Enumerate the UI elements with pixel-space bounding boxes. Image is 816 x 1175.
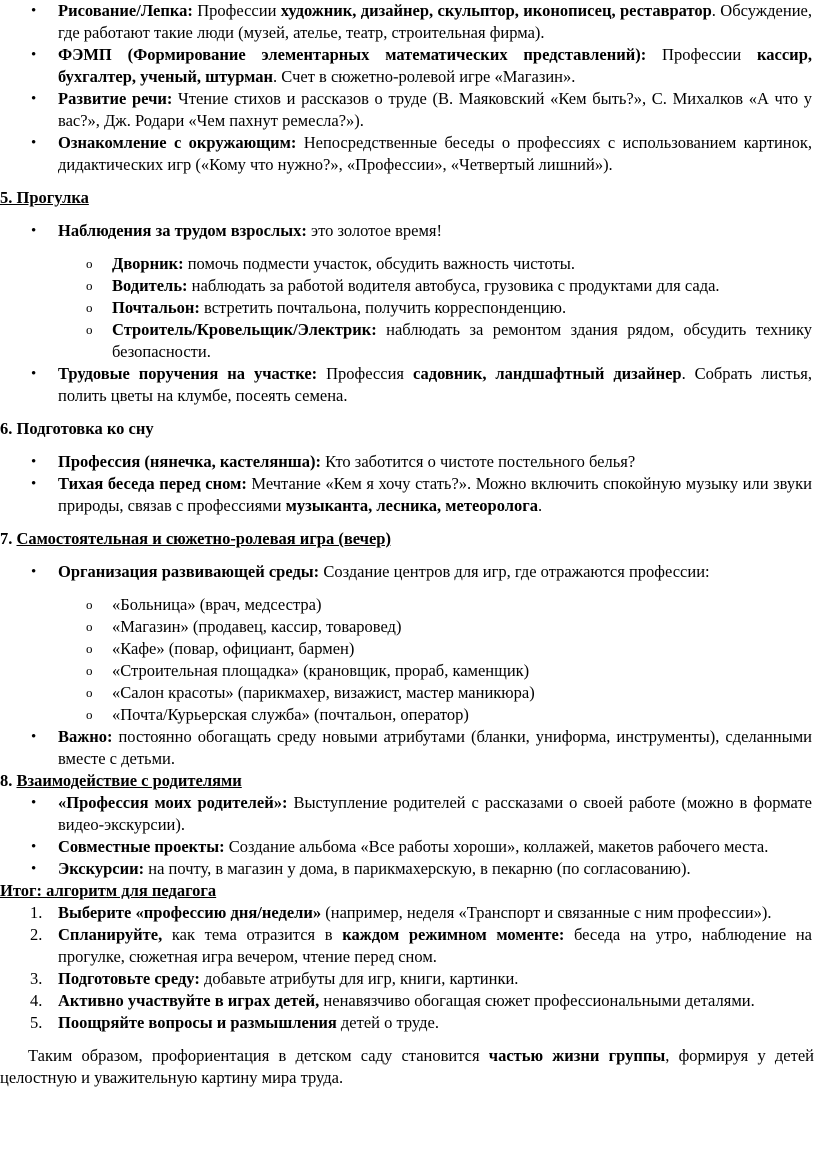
step-number: 3. — [30, 969, 43, 988]
step-number: 4. — [30, 991, 43, 1010]
sublist-item: o «Строительная площадка» (крановщик, прораб, каменщик) — [0, 660, 816, 682]
step-text: добавьте атрибуты для игр, книги, картинки. — [199, 969, 519, 988]
section-heading: 6. Подготовка ко сну — [0, 419, 154, 438]
item-text: Чтение стихов и рассказов о труде (В. Маяковский «Кем быть?», С. Михалков «А что у вас?», Дж. Родари «Чем пахнут ремесла?»). — [58, 89, 812, 130]
conclusion-text: , формируя у детей целостную и уважительную картину мира труда. — [0, 1046, 814, 1087]
sublist-item: o «Салон красоты» (парикмахер, визажист, мастер маникюра) — [0, 682, 816, 704]
summary-step — [0, 990, 816, 1012]
item-label: Развитие речи: — [58, 89, 173, 108]
item-text: Профессии — [192, 1, 281, 20]
sublist-item — [0, 275, 816, 297]
item-label: Профессия (нянечка, кастелянша): — [58, 452, 321, 471]
step-number: 5. — [30, 1013, 43, 1032]
step-number: 1. — [30, 903, 43, 922]
item-text-bold: музыканта, лесника, метеоролога — [285, 496, 538, 515]
section-title: Самостоятельная и сюжетно-ролевая игра (вечер) — [16, 529, 391, 548]
summary-steps — [0, 902, 816, 1034]
section-number: 7. — [0, 529, 17, 548]
item-label: Почтальон: — [112, 298, 200, 317]
step-text: (например, неделя «Транспорт и связанные с ним профессии»). — [321, 903, 772, 922]
step-number: 2. — [30, 925, 43, 944]
sleep-list — [0, 451, 816, 517]
item-text: . Собрать листья, полить цветы на клумбе, посеять семена. — [58, 364, 812, 405]
section-heading — [0, 528, 816, 550]
item-label: Тихая беседа перед сном: — [58, 474, 247, 493]
sublist-item: o «Магазин» (продавец, кассир, товаровед) — [0, 616, 816, 638]
step-bold: Спланируйте, — [58, 925, 163, 944]
step-text: детей о труде. — [336, 1013, 439, 1032]
item-text: наблюдать за работой водителя автобуса, грузовика с продуктами для сада. — [187, 276, 720, 295]
list-item — [0, 726, 816, 770]
item-label: ФЭМП (Формирование элементарных математических представлений): — [58, 45, 647, 64]
item-label: «Профессия моих родителей»: — [58, 793, 288, 812]
list-item — [0, 836, 816, 858]
sublist-item — [0, 253, 816, 275]
item-text: Кто заботится о чистоте постельного белья? — [320, 452, 636, 471]
item-text: Мечтание «Кем я хочу стать?». Можно включить спокойную музыку или звуки природы, связав с профессиями — [58, 474, 812, 515]
list-item — [0, 363, 816, 407]
activities-list — [0, 0, 816, 176]
list-item — [0, 220, 816, 242]
summary-step — [0, 924, 816, 968]
item-text-bold: кассир, бухгалтер, ученый, штурман — [58, 45, 812, 86]
section-title: Взаимодействие с родителями — [16, 771, 242, 790]
step-text: ненавязчиво обогащая сюжет профессиональными деталями. — [319, 991, 755, 1010]
item-text: Профессия — [317, 364, 413, 383]
item-text: Профессии — [646, 45, 758, 64]
parents-list — [0, 792, 816, 880]
item-label: Дворник: — [112, 254, 184, 273]
step-bold: каждом режимном моменте: — [342, 925, 565, 944]
item-label: Строитель/Кровельщик/Электрик: — [112, 320, 377, 339]
list-item — [0, 88, 816, 132]
sublist-item: o «Больница» (врач, медсестра) — [0, 594, 816, 616]
games-sublist — [0, 594, 816, 726]
section-number: 8. — [0, 771, 17, 790]
item-text: наблюдать за ремонтом здания рядом, обсудить технику безопасности. — [112, 320, 812, 361]
item-text: помочь подмести участок, обсудить важность чистоты. — [183, 254, 575, 273]
summary-step — [0, 902, 816, 924]
list-item — [0, 473, 816, 517]
conclusion-text: Таким образом, профориентация в детском саду становится — [28, 1046, 489, 1065]
summary-step — [0, 968, 816, 990]
item-text: Непосредственные беседы о профессиях с использованием картинок, дидактических игр («Кому что нужно?», «Профессии», «Четвертый лишний»). — [58, 133, 813, 174]
section-heading: 5. Прогулка — [0, 188, 89, 207]
sublist-item — [0, 319, 816, 363]
step-bold: Подготовьте среду: — [58, 969, 200, 988]
item-text: на почту, в магазин у дома, в парикмахерскую, в пекарню (по согласованию). — [144, 859, 691, 878]
item-label: Организация развивающей среды: — [58, 562, 320, 581]
observation-sublist — [0, 253, 816, 363]
step-text: беседа на утро, наблюдение на прогулке, сюжетная игра вечером, чтение перед сном. — [58, 925, 812, 966]
step-bold: Активно участвуйте в играх детей, — [58, 991, 320, 1010]
item-text: . — [537, 496, 543, 515]
item-text: встретить почтальона, получить корреспонденцию. — [199, 298, 567, 317]
list-item — [0, 44, 816, 88]
item-text-bold: художник, дизайнер, скульптор, иконописец, реставратор — [280, 1, 712, 20]
list-item — [0, 858, 816, 880]
item-label: Водитель: — [112, 276, 188, 295]
item-text: Выступление родителей с рассказами о своей работе (можно в формате видео-экскурсии). — [58, 793, 812, 834]
section-heading — [0, 770, 816, 792]
item-label: Рисование/Лепка: — [58, 1, 193, 20]
item-text-bold: садовник, ландшафтный дизайнер — [412, 364, 682, 383]
list-item — [0, 0, 816, 44]
item-label: Трудовые поручения на участке: — [58, 364, 318, 383]
summary-heading: Итог: алгоритм для педагога — [0, 881, 217, 900]
step-bold: Выберите «профессию дня/недели» — [58, 903, 322, 922]
conclusion-paragraph — [0, 1045, 816, 1089]
item-label: Экскурсии: — [58, 859, 145, 878]
walk-tasks-list — [0, 363, 816, 407]
step-text: как тема отразится в — [162, 925, 343, 944]
step-bold: Поощряйте вопросы и размышления — [58, 1013, 337, 1032]
list-item — [0, 451, 816, 473]
item-text: Создание альбома «Все работы хороши», коллажей, макетов рабочего места. — [224, 837, 769, 856]
list-item — [0, 792, 816, 836]
item-label: Совместные проекты: — [58, 837, 225, 856]
sublist-item: o «Кафе» (повар, официант, бармен) — [0, 638, 816, 660]
play-list — [0, 561, 816, 583]
play-important-list — [0, 726, 816, 770]
conclusion-bold: частью жизни группы — [488, 1046, 666, 1065]
item-text: Создание центров для игр, где отражаются профессии: — [319, 562, 710, 581]
item-text: это золотое время! — [306, 221, 442, 240]
sublist-item: o «Почта/Курьерская служба» (почтальон, оператор) — [0, 704, 816, 726]
item-label: Важно: — [58, 727, 113, 746]
item-text: . Обсуждение, где работают такие люди (музей, ателье, театр, строительная фирма). — [58, 1, 812, 42]
list-item — [0, 132, 816, 176]
item-label: Наблюдения за трудом взрослых: — [58, 221, 307, 240]
list-item — [0, 561, 816, 583]
summary-step — [0, 1012, 816, 1034]
item-text: . Счет в сюжетно-ролевой игре «Магазин». — [273, 67, 576, 86]
item-label: Ознакомление с окружающим: — [58, 133, 297, 152]
walk-list — [0, 220, 816, 242]
sublist-item — [0, 297, 816, 319]
item-text: постоянно обогащать среду новыми атрибутами (бланки, униформа, инструменты), сделанными вместе с детьми. — [58, 727, 812, 768]
